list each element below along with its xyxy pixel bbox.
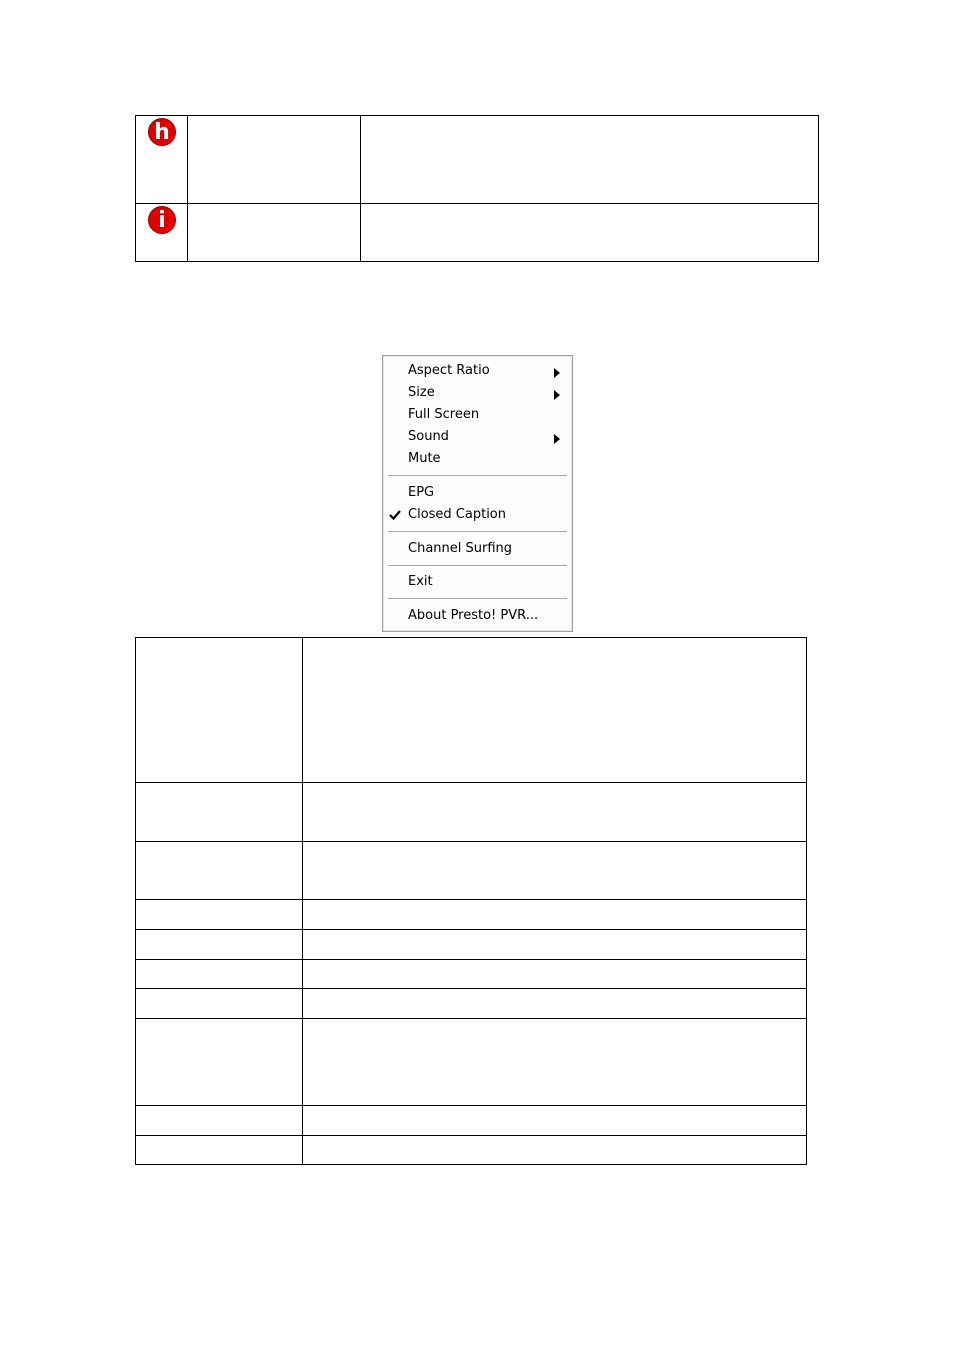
menu-item-label: About Presto! PVR... xyxy=(408,608,539,623)
menu-item-label: Mute xyxy=(408,451,441,466)
menu-item-full-screen[interactable] xyxy=(383,404,572,426)
icon-cell xyxy=(136,116,188,204)
table-cell xyxy=(303,1106,807,1136)
table-cell xyxy=(136,638,303,783)
menu-item-sound[interactable] xyxy=(383,426,572,448)
menu-item-epg[interactable] xyxy=(383,482,572,504)
table-row xyxy=(136,1106,807,1136)
table-row xyxy=(136,783,807,842)
table-row xyxy=(136,116,819,204)
table-cell xyxy=(303,842,807,900)
table-cell xyxy=(303,989,807,1019)
table-row xyxy=(136,204,819,262)
table-row xyxy=(136,900,807,930)
table-cell xyxy=(136,1019,303,1106)
table-cell xyxy=(136,1106,303,1136)
menu-item-aspect-ratio[interactable] xyxy=(383,360,572,382)
table-cell xyxy=(303,638,807,783)
table-cell xyxy=(136,783,303,842)
menu-item-closed-caption[interactable] xyxy=(383,504,572,526)
menu-item-channel-surfing[interactable] xyxy=(383,538,572,560)
checkmark-icon xyxy=(389,509,401,521)
menu-item-label: Channel Surfing xyxy=(408,541,513,556)
menu-item-about[interactable] xyxy=(383,605,572,627)
icon-reference-table xyxy=(135,115,819,262)
menu-item-size[interactable] xyxy=(383,382,572,404)
table-row xyxy=(136,842,807,900)
description-cell xyxy=(361,116,819,204)
table-cell xyxy=(303,900,807,930)
table-row xyxy=(136,1019,807,1106)
table-cell xyxy=(303,1136,807,1165)
table-cell xyxy=(136,842,303,900)
submenu-arrow-icon xyxy=(554,390,560,400)
submenu-arrow-icon xyxy=(554,434,560,444)
table-row xyxy=(136,638,807,783)
menu-item-label: EPG xyxy=(408,485,435,500)
table-cell xyxy=(136,930,303,960)
menu-item-label: Size xyxy=(408,385,435,400)
menu-item-label: Full Screen xyxy=(408,407,480,422)
name-cell xyxy=(188,204,361,262)
menu-item-label: Aspect Ratio xyxy=(408,363,490,378)
table-cell xyxy=(303,1019,807,1106)
table-row xyxy=(136,1136,807,1165)
menu-item-exit[interactable] xyxy=(383,571,572,593)
menu-item-mute[interactable] xyxy=(383,448,572,470)
table-cell xyxy=(136,960,303,989)
submenu-arrow-icon xyxy=(554,368,560,378)
menu-separator xyxy=(388,565,567,567)
menu-item-label: Sound xyxy=(408,429,449,444)
name-cell xyxy=(188,116,361,204)
menu-separator xyxy=(388,531,567,533)
context-menu xyxy=(382,355,573,632)
table-row xyxy=(136,930,807,960)
table-cell xyxy=(136,900,303,930)
menu-item-label: Exit xyxy=(408,574,433,589)
info-badge-icon: i xyxy=(148,206,176,234)
menu-separator xyxy=(388,598,567,600)
menu-item-label: Closed Caption xyxy=(408,507,506,522)
table-cell xyxy=(136,989,303,1019)
menu-description-table xyxy=(135,637,807,1165)
h-badge-icon: h xyxy=(148,118,176,146)
description-cell xyxy=(361,204,819,262)
table-cell xyxy=(303,960,807,989)
icon-cell xyxy=(136,204,188,262)
table-cell xyxy=(303,783,807,842)
table-cell xyxy=(136,1136,303,1165)
table-row xyxy=(136,989,807,1019)
menu-separator xyxy=(388,475,567,477)
table-row xyxy=(136,960,807,989)
table-cell xyxy=(303,930,807,960)
